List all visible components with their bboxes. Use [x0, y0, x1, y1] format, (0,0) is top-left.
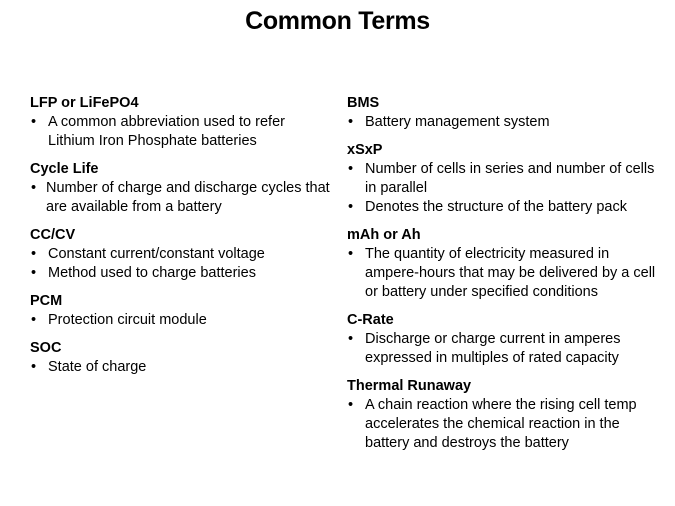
page-title: Common Terms: [245, 7, 430, 35]
term-title: mAh or Ah: [347, 227, 421, 243]
term-title: Thermal Runaway: [347, 378, 472, 394]
bullet-item: • State of charge: [30, 358, 330, 377]
bullet-list: [347, 330, 667, 368]
bullet-list: [30, 358, 330, 377]
bullet-list: [30, 245, 330, 283]
bullet-item: • A chain reaction where the rising cell temp accelerates the chemical reaction in the battery and destroys the battery: [347, 396, 667, 453]
left-column: [30, 94, 330, 386]
term-title: Cycle Life: [30, 161, 99, 177]
term-thermal-runaway: [347, 377, 667, 453]
bullet-list: [30, 113, 330, 151]
bullet-item: • Denotes the structure of the battery pack: [347, 198, 667, 217]
term-title: LFP or LiFePO4: [30, 95, 139, 111]
term-title: CC/CV: [30, 227, 76, 243]
bullet-item: • The quantity of electricity measured in ampere-hours that may be delivered by a cell or battery under specified conditions: [347, 245, 667, 302]
term-mah: [347, 226, 667, 302]
term-soc: [30, 339, 330, 377]
bullet-list: [30, 179, 330, 217]
bullet-item: • Discharge or charge current in amperes expressed in multiples of rated capacity: [347, 330, 667, 368]
bullet-list: [30, 311, 330, 330]
bullet-list: [347, 113, 667, 132]
bullet-item: • Constant current/constant voltage: [30, 245, 330, 264]
term-lfp: [30, 94, 330, 151]
term-title: PCM: [30, 293, 63, 309]
term-bms: [347, 94, 667, 132]
bullet-list: [347, 160, 667, 217]
bullet-item: • Method used to charge batteries: [30, 264, 330, 283]
bullet-item: • Number of charge and discharge cycles that are available from a battery: [30, 179, 330, 217]
right-column: [347, 94, 667, 462]
bullet-list: [347, 396, 667, 453]
term-c-rate: [347, 311, 667, 368]
term-title: SOC: [30, 340, 62, 356]
bullet-item: • Number of cells in series and number of cells in parallel: [347, 160, 667, 198]
bullet-item: • A common abbreviation used to refer Lithium Iron Phosphate batteries: [30, 113, 330, 151]
term-title: xSxP: [347, 142, 383, 158]
term-xsxp: [347, 141, 667, 217]
term-cc-cv: [30, 226, 330, 283]
bullet-item: • Battery management system: [347, 113, 667, 132]
term-cycle-life: [30, 160, 330, 217]
term-pcm: [30, 292, 330, 330]
bullet-list: [347, 245, 667, 302]
term-title: BMS: [347, 95, 380, 111]
term-title: C-Rate: [347, 312, 394, 328]
bullet-item: • Protection circuit module: [30, 311, 330, 330]
